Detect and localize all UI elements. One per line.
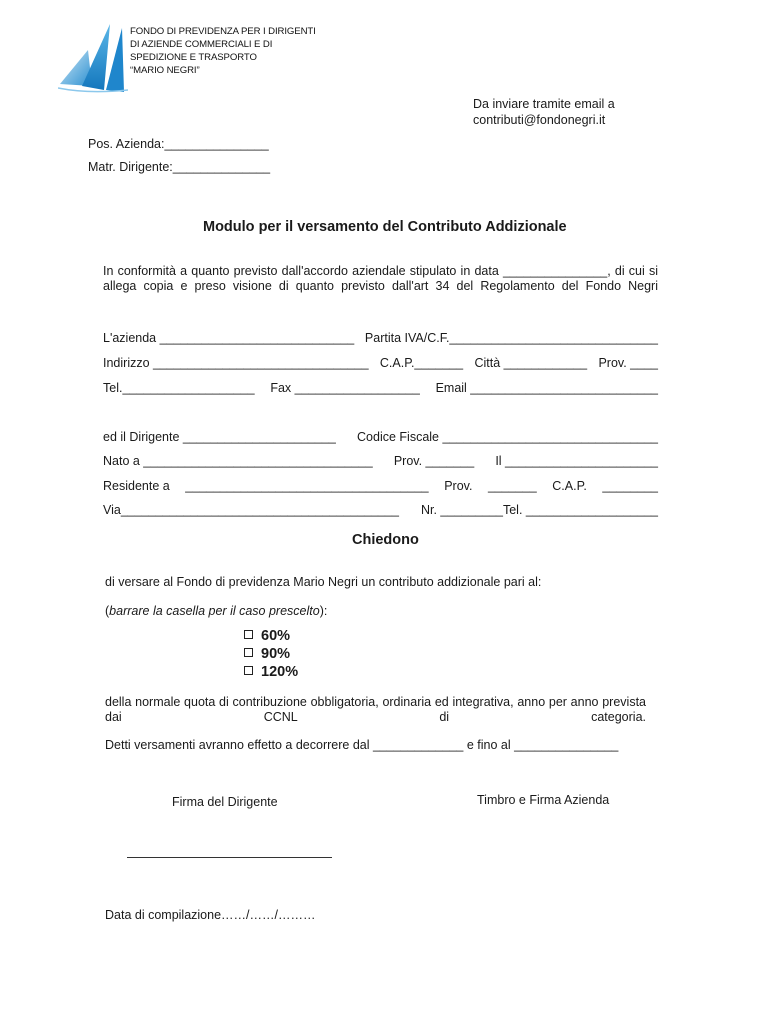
- prov-field[interactable]: Prov. ____: [598, 356, 658, 370]
- vat-field[interactable]: Partita IVA/C.F.______________________________: [364, 331, 658, 345]
- manager-signature-label: Firma del Dirigente: [172, 795, 278, 809]
- pos-azienda-field[interactable]: Pos. Azienda:_______________: [88, 137, 269, 151]
- birth-prov-field[interactable]: Prov. _______: [393, 454, 475, 468]
- company-name-field[interactable]: L'azienda ____________________________: [103, 331, 355, 345]
- checkbox-90[interactable]: [244, 648, 253, 657]
- residence-cap-label: C.A.P.: [552, 479, 587, 493]
- residence-field[interactable]: ___________________________________: [185, 479, 429, 493]
- street-field[interactable]: Via________________________________________: [103, 503, 399, 517]
- tel-field[interactable]: Tel.___________________: [103, 381, 255, 395]
- residence-prov-field[interactable]: _______: [488, 479, 537, 493]
- matr-dirigente-field[interactable]: Matr. Dirigente:______________: [88, 160, 271, 174]
- residence-label: Residente a: [103, 479, 170, 493]
- manager-row-3: [103, 479, 658, 493]
- org-line-2: DI AZIENDE COMMERCIALI E DI: [130, 39, 273, 50]
- instruction-italic: barrare la casella per il caso prescelto: [109, 604, 320, 618]
- city-field[interactable]: Città ____________: [474, 356, 588, 370]
- email-field[interactable]: Email ___________________________: [435, 381, 658, 395]
- checkbox-120[interactable]: [244, 666, 253, 675]
- intro-paragraph: In conformità a quanto previsto dall'accordo aziendale stipulato in data _______________, di cui si allega copia e preso visione di quanto previsto dall'art 34 del Regolamento del Fondo Negri: [103, 264, 658, 293]
- send-note-email: contributi@fondonegri.it: [473, 113, 606, 127]
- option-90-label: 90%: [261, 646, 291, 662]
- instruction-close: ):: [319, 604, 328, 618]
- fund-logo: [58, 20, 128, 96]
- request-heading: Chiedono: [352, 532, 419, 548]
- option-60-label: 60%: [261, 628, 291, 644]
- request-text: di versare al Fondo di previdenza Mario Negri un contributo addizionale pari al:: [105, 575, 542, 589]
- company-signature-label: Timbro e Firma Azienda: [477, 793, 610, 807]
- address-field[interactable]: Indirizzo _______________________________: [103, 356, 369, 370]
- instruction-text: [105, 604, 327, 618]
- compilation-date-field[interactable]: Data di compilazione……/……/………: [105, 908, 316, 922]
- company-row-2: [103, 356, 658, 370]
- manager-signature-line[interactable]: [127, 857, 332, 858]
- option-120[interactable]: [244, 664, 298, 680]
- residence-prov-label: Prov.: [444, 479, 473, 493]
- org-line-3: SPEDIZIONE E TRASPORTO: [130, 52, 257, 63]
- number-tel-field[interactable]: Nr. _________Tel. ___________________: [420, 503, 658, 517]
- birthdate-field[interactable]: Il ______________________: [495, 454, 658, 468]
- tax-code-field[interactable]: Codice Fiscale _______________________________: [357, 430, 658, 444]
- send-note-line-1: Da inviare tramite email a: [473, 97, 615, 111]
- cap-field[interactable]: C.A.P._______: [379, 356, 464, 370]
- dates-field[interactable]: Detti versamenti avranno effetto a decorrere dal _____________ e fino al _______________: [105, 738, 619, 752]
- company-row-3: [103, 381, 658, 395]
- birthplace-field[interactable]: Nato a _________________________________: [103, 454, 373, 468]
- quota-paragraph: della normale quota di contribuzione obbligatoria, ordinaria ed integrativa, anno per anno prevista dai CCNL di categoria.: [105, 695, 646, 724]
- send-note: [473, 96, 615, 128]
- manager-name-field[interactable]: ed il Dirigente ______________________: [103, 430, 336, 444]
- manager-row-2: [103, 454, 658, 468]
- option-60[interactable]: [244, 628, 290, 644]
- org-line-1: FONDO DI PREVIDENZA PER I DIRIGENTI: [130, 26, 316, 37]
- manager-row-1: [103, 430, 658, 444]
- residence-cap-field[interactable]: ________: [602, 479, 658, 493]
- organization-name: [130, 25, 316, 77]
- form-title: Modulo per il versamento del Contributo Addizionale: [203, 219, 567, 235]
- instruction-open: (: [105, 604, 110, 618]
- option-90[interactable]: [244, 646, 290, 662]
- option-120-label: 120%: [261, 664, 299, 680]
- org-line-4: “MARIO NEGRI”: [130, 65, 200, 76]
- company-row-1: [103, 331, 658, 345]
- fax-field[interactable]: Fax __________________: [270, 381, 420, 395]
- manager-row-4: [103, 503, 658, 517]
- checkbox-60[interactable]: [244, 630, 253, 639]
